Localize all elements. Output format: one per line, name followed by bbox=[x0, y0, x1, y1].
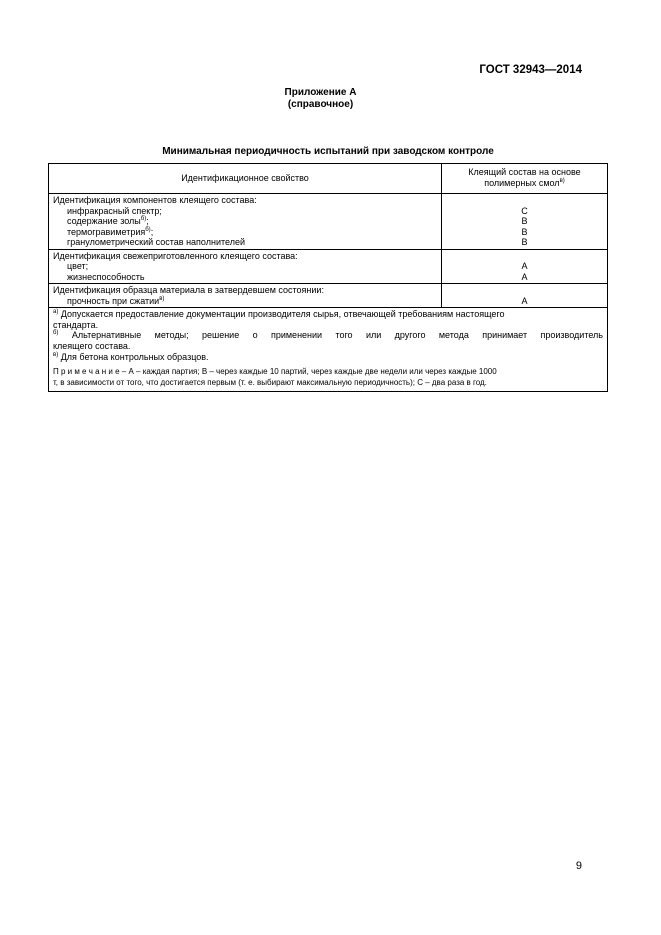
annex-heading bbox=[0, 87, 641, 111]
frequency-value: B bbox=[521, 216, 528, 226]
property-text: содержание золы bbox=[67, 216, 141, 226]
footnote-text: Альтернативные методы; решение о применении того или другого метода принимает производитель bbox=[71, 330, 603, 341]
table-notes bbox=[49, 308, 607, 391]
footnote-ref: б) bbox=[140, 216, 147, 222]
property-row-label bbox=[53, 206, 437, 217]
footnote-c bbox=[53, 352, 603, 363]
property-row-label bbox=[53, 261, 437, 272]
table-caption: Минимальная периодичность испытаний при заводском контроле bbox=[162, 146, 494, 157]
punctuation: ; bbox=[146, 216, 149, 226]
footnote-mark: б) bbox=[53, 330, 59, 337]
property-text: прочность при сжатии bbox=[67, 295, 160, 306]
col-header-composition-line2 bbox=[444, 178, 605, 189]
footnote-a bbox=[53, 309, 603, 320]
group-properties-cell bbox=[49, 250, 442, 284]
property-row-label bbox=[53, 216, 437, 227]
note-line: П р и м е ч а н и е – А – каждая партия; В – через каждые 10 партий, через каждые две недели или через каждые 1000 bbox=[53, 366, 497, 376]
footnote-mark: в) bbox=[53, 351, 59, 358]
table-group bbox=[49, 284, 607, 308]
blank-line bbox=[444, 251, 605, 262]
group-title: Идентификация образца материала в затвердевшем состоянии: bbox=[53, 285, 324, 295]
group-title: Идентификация свежеприготовленного клеящего состава: bbox=[53, 250, 298, 261]
note-line: т, в зависимости от того, что достигается первым (т. е. выбирают максимальную периодичность); С – два раза в год. bbox=[53, 377, 487, 387]
property-text: инфракрасный спектр; bbox=[67, 205, 162, 216]
group-values-cell bbox=[442, 284, 607, 307]
property-text: жизнеспособность bbox=[67, 271, 145, 282]
blank-line bbox=[444, 195, 605, 206]
property-text: цвет; bbox=[67, 261, 89, 271]
footnote-ref: в) bbox=[159, 295, 165, 302]
footnote-text: Для бетона контрольных образцов. bbox=[60, 351, 209, 362]
group-values-cell bbox=[442, 250, 607, 284]
standard-number: ГОСТ 32943—2014 bbox=[479, 64, 582, 76]
col-header-composition bbox=[442, 164, 607, 193]
col-header-property: Идентификационное свойство bbox=[49, 164, 442, 193]
property-row-label bbox=[53, 227, 437, 238]
frequency-value: A bbox=[521, 271, 528, 282]
property-text: гранулометрический состав наполнителей bbox=[67, 237, 245, 247]
footnote-ref: б) bbox=[145, 226, 151, 233]
table-header-row bbox=[49, 164, 607, 194]
punctuation: ; bbox=[150, 226, 154, 237]
footnote-mark: а) bbox=[53, 309, 59, 315]
group-properties-cell bbox=[49, 194, 442, 249]
group-properties-cell bbox=[49, 284, 442, 307]
property-row-label bbox=[53, 296, 437, 307]
frequency-value: B bbox=[521, 237, 528, 247]
col-header-composition-text: полимерных смол bbox=[484, 177, 560, 188]
annex-subtitle: (справочное) bbox=[287, 99, 354, 110]
blank-line bbox=[444, 285, 605, 296]
footnote-b bbox=[53, 330, 603, 341]
annex-title: Приложение А bbox=[284, 87, 357, 98]
footnote-b-cont: клеящего состава. bbox=[53, 341, 131, 352]
table-group bbox=[49, 250, 607, 285]
table-group bbox=[49, 194, 607, 250]
table-note bbox=[53, 366, 603, 388]
group-values-cell bbox=[442, 194, 607, 249]
periodicity-table bbox=[48, 163, 608, 392]
group-title: Идентификация компонентов клеящего состава: bbox=[53, 195, 257, 205]
frequency-value: A bbox=[521, 295, 528, 306]
page-number: 9 bbox=[575, 860, 582, 872]
footnote-text: Допускается предоставление документации производителя сырья, отвечающей требованиям настоящего bbox=[60, 309, 505, 319]
footnote-a-cont: стандарта. bbox=[53, 319, 99, 330]
frequency-value: A bbox=[521, 261, 528, 271]
col-header-composition-line1: Клеящий состав на основе bbox=[468, 167, 581, 177]
property-text: термогравиметрия bbox=[67, 226, 146, 237]
frequency-value: C bbox=[521, 205, 528, 216]
footnote-ref: в) bbox=[559, 177, 565, 184]
property-row-label bbox=[53, 237, 437, 248]
frequency-value: B bbox=[521, 226, 528, 237]
property-row-label bbox=[53, 272, 437, 283]
